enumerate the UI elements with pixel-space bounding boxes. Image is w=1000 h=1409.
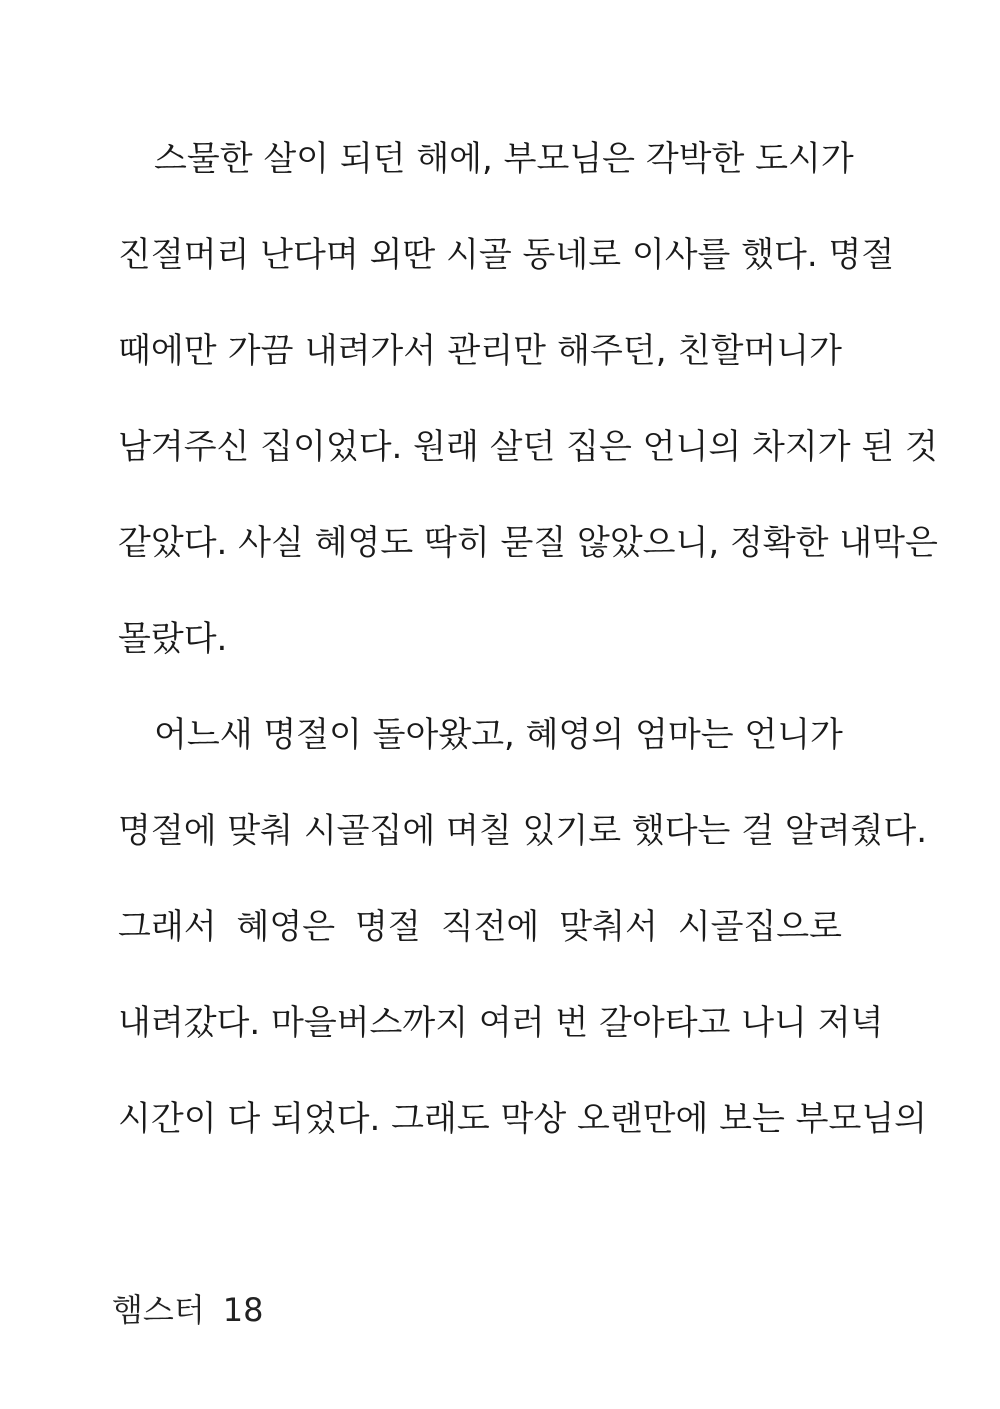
text-line: 스물한 살이 되던 해에, 부모님은 각박한 도시가 (154, 139, 854, 179)
text-line: 시간이 다 되었다. 그래도 막상 오랜만에 보는 부모님의 (118, 1099, 928, 1139)
page-footer (112, 1290, 263, 1330)
text-line: 때에만 가끔 내려가서 관리만 해주던, 친할머니가 (118, 331, 842, 371)
book-title: 햄스터 (112, 1291, 205, 1329)
text-line: 같았다. 사실 혜영도 딱히 묻질 않았으니, 정확한 내막은 (118, 523, 938, 563)
text-line: 진절머리 난다며 외딴 시골 동네로 이사를 했다. 명절 (118, 235, 895, 275)
text-line: 몰랐다. (118, 619, 228, 659)
text-line: 내려갔다. 마을버스까지 여러 번 갈아타고 나니 저녁 (118, 1003, 884, 1043)
text-line: 어느새 명절이 돌아왔고, 혜영의 엄마는 언니가 (154, 715, 843, 755)
page-number: 18 (222, 1291, 264, 1329)
text-line: 그래서 혜영은 명절 직전에 맞춰서 시골집으로 (118, 907, 842, 947)
text-line: 남겨주신 집이었다. 원래 살던 집은 언니의 차지가 된 것 (118, 427, 938, 467)
body-text (118, 124, 938, 1180)
text-line: 명절에 맞춰 시골집에 며칠 있기로 했다는 걸 알려줬다. (118, 811, 928, 851)
